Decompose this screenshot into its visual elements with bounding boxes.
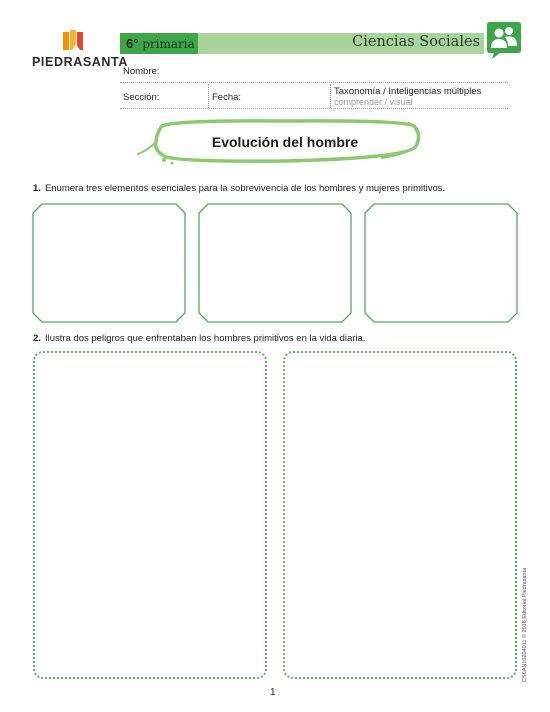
section-label: Sección: xyxy=(123,92,160,103)
answer-box-2-1[interactable] xyxy=(33,351,267,679)
divider-date-taxonomy xyxy=(330,84,331,108)
answer-box-1-2[interactable] xyxy=(198,203,352,323)
form-bottom-line xyxy=(120,108,508,109)
publisher-logo-text: PIEDRASANTA xyxy=(32,55,128,69)
taxonomy-subtitle: comprender / visual xyxy=(334,97,413,107)
piedrasanta-logo-icon xyxy=(62,30,84,52)
page-number: 1 xyxy=(270,687,276,698)
answer-box-1-3[interactable] xyxy=(364,203,518,323)
name-label: Nombre: xyxy=(123,66,160,77)
grade-label: 6° primaria xyxy=(126,36,195,51)
question-2: 2. Ilustra dos peligros que enfrentaban los hombres primitivos en la vida diaria. xyxy=(33,333,366,344)
answer-box-1-1[interactable] xyxy=(32,203,186,323)
answer-box-2-2[interactable] xyxy=(283,351,517,679)
taxonomy-title: Taxonomía / Inteligencias múltiples xyxy=(334,86,482,97)
copyright-note: CS6AN10204011 © 2018 Editorial Piedrasanta xyxy=(522,567,528,682)
people-icon xyxy=(486,20,522,60)
question-1: 1. Enumera tres elementos esenciales para la sobrevivencia de los hombres y mujeres primitivos. xyxy=(33,183,446,194)
date-label: Fecha: xyxy=(212,92,242,103)
divider-section-date xyxy=(208,84,209,108)
worksheet-title: Evolución del hombre xyxy=(211,134,359,150)
subject-title: Ciencias Sociales xyxy=(352,34,480,50)
name-underline xyxy=(120,82,508,83)
